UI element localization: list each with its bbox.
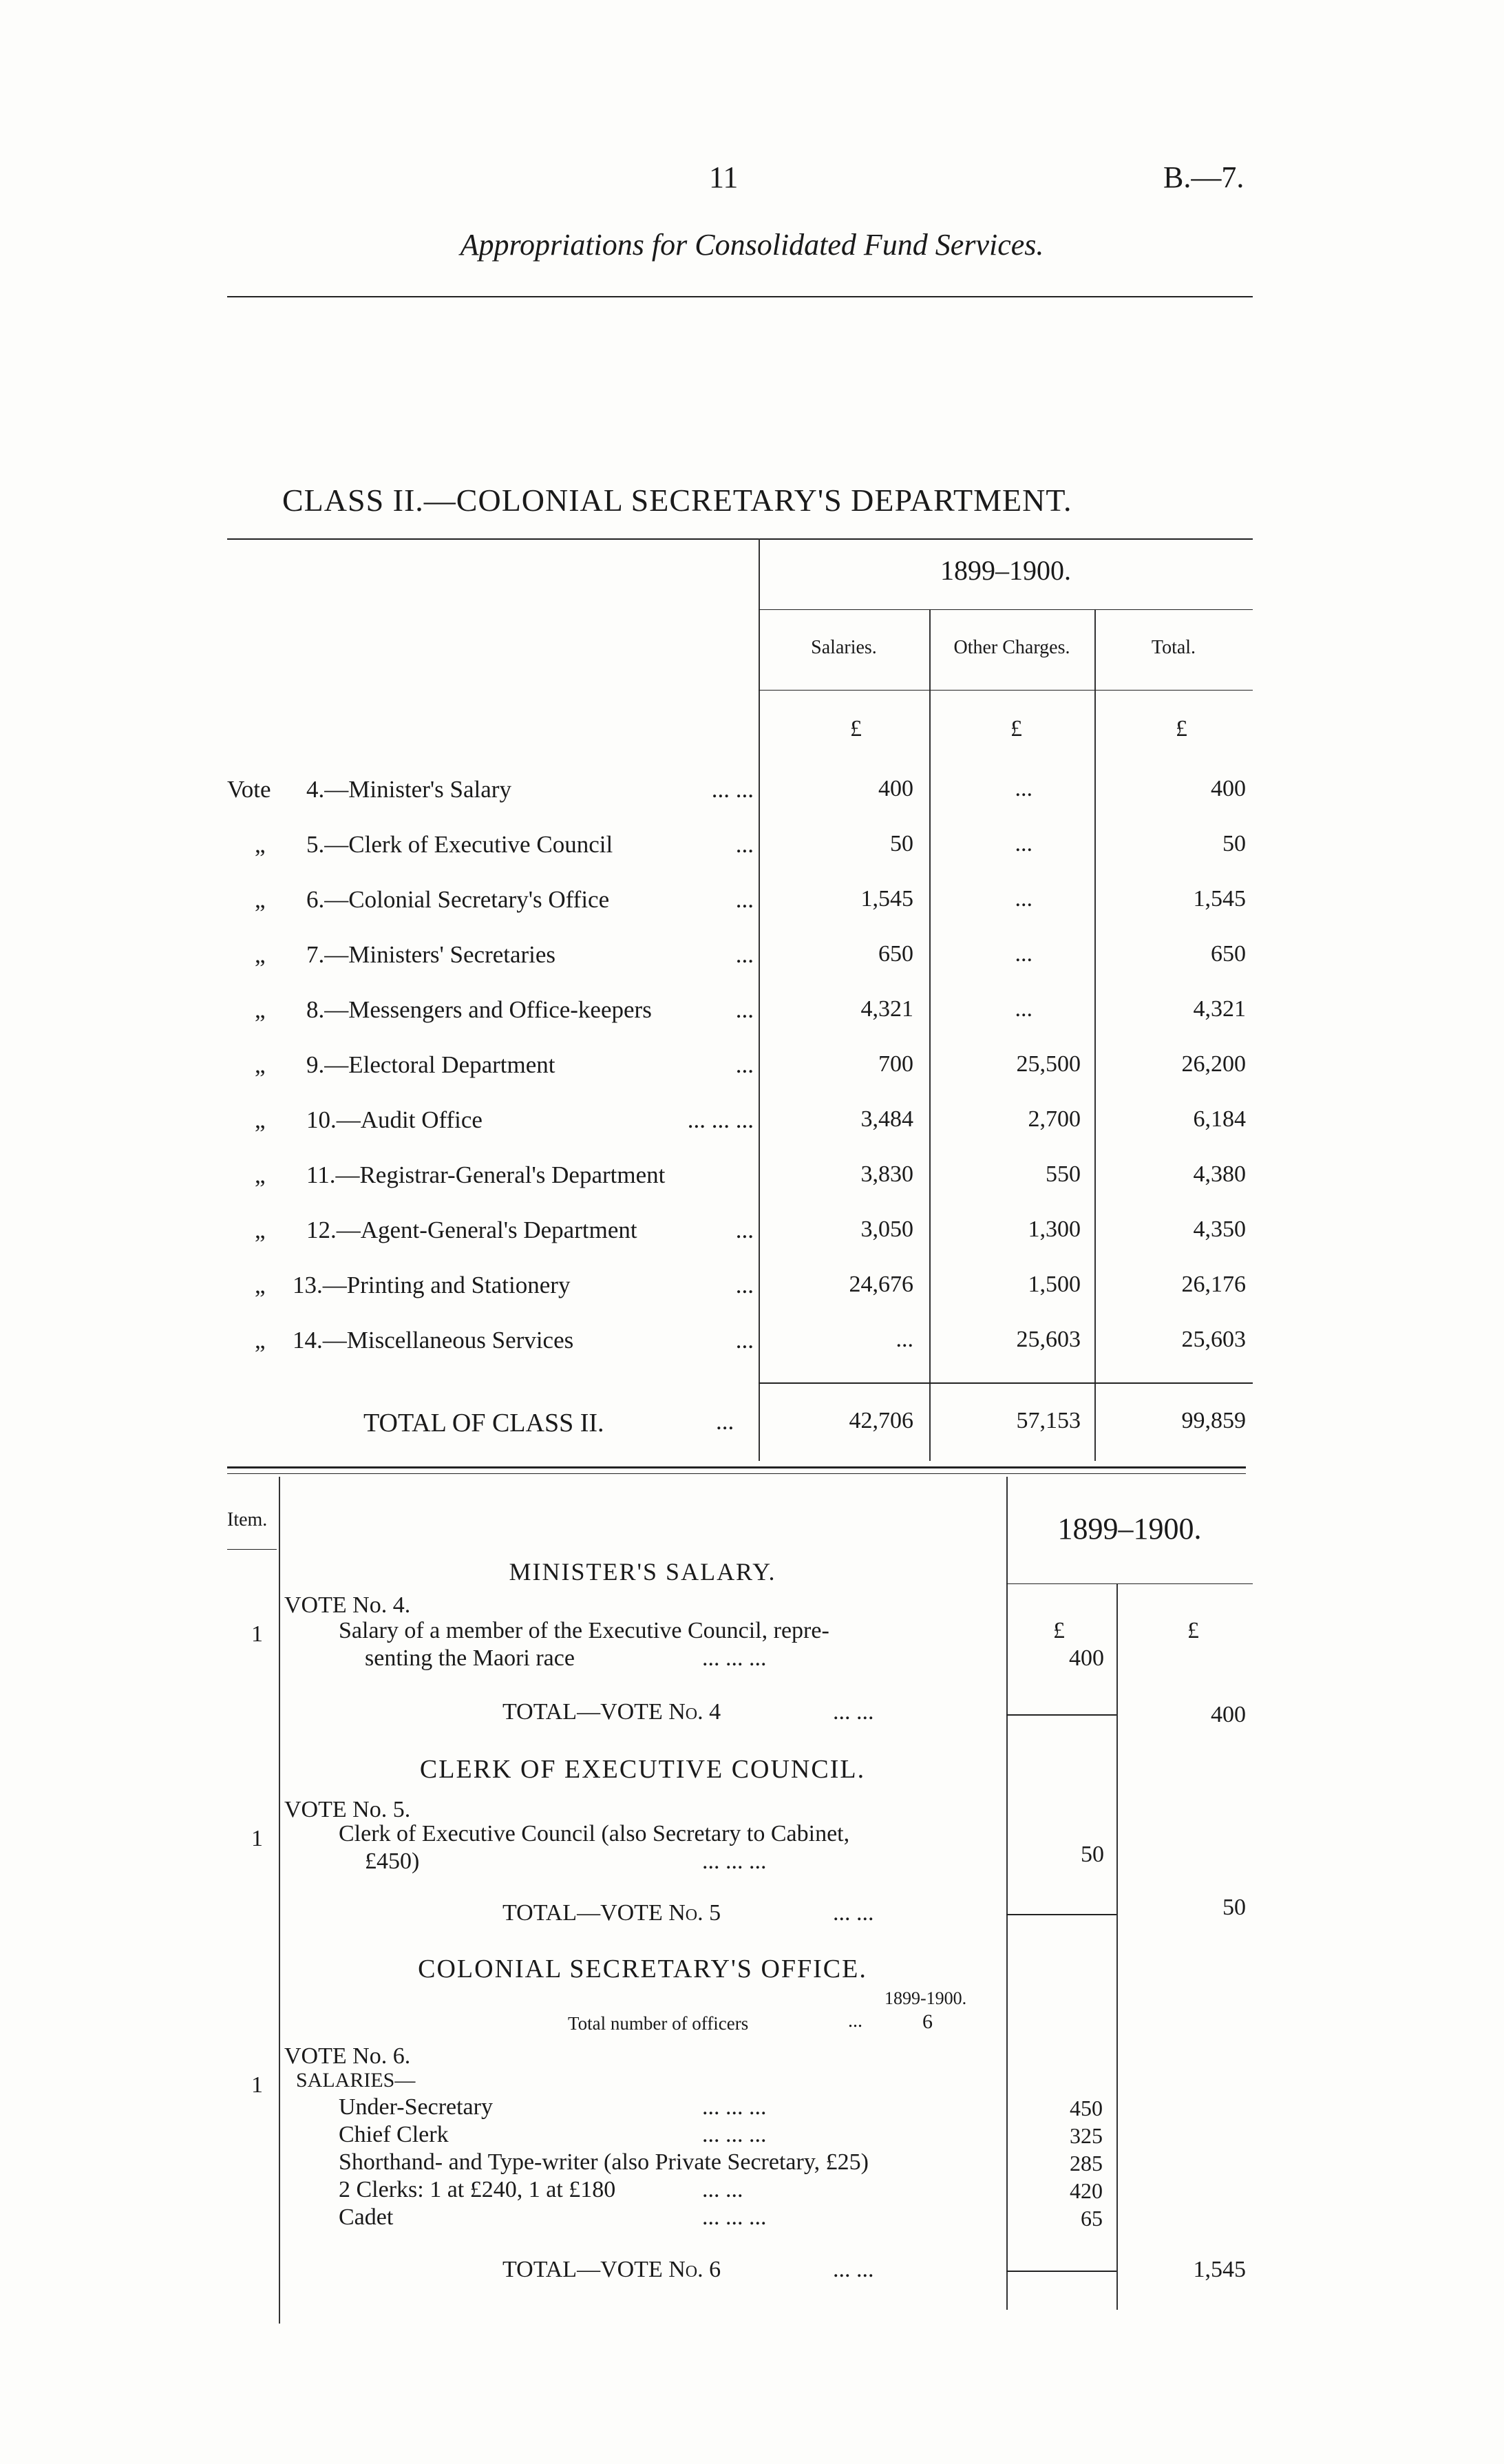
- currency-other: £: [1010, 716, 1022, 741]
- total-salaries: 42,706: [849, 1408, 913, 1433]
- summary-row-total: 400: [1211, 776, 1246, 801]
- summary-row-prefix: „: [255, 941, 266, 968]
- vote-6-total-dots: ... ...: [833, 2257, 874, 2282]
- currency-total: £: [1176, 716, 1187, 741]
- salary-entry-dots: ... ... ...: [702, 2122, 767, 2147]
- salary-entry-label: Chief Clerk: [339, 2122, 449, 2147]
- salary-entry-dots: ... ... ...: [702, 2094, 767, 2120]
- summary-year-heading: 1899–1900.: [940, 555, 1071, 586]
- summary-row-dots: ...: [735, 886, 754, 913]
- summary-row-salaries: 650: [878, 941, 913, 967]
- summary-row-other: 2,700: [1028, 1106, 1081, 1132]
- vote-4-total: 400: [1211, 1702, 1246, 1727]
- summary-row-salaries: 50: [890, 831, 913, 856]
- summary-row-prefix: Vote: [227, 776, 271, 803]
- minister-item-number: 1: [251, 1621, 263, 1647]
- summary-row-dots: ...: [735, 941, 754, 968]
- vote-5-total-label: TOTAL—VOTE No. 5: [502, 1900, 721, 1926]
- amount-divider-mid: [1116, 1583, 1118, 2310]
- summary-row-salaries: 24,676: [849, 1272, 913, 1297]
- summary-row-total: 25,603: [1181, 1327, 1246, 1352]
- summary-row-label: 6.—Colonial Secretary's Office: [306, 886, 610, 913]
- summary-row-total: 50: [1222, 831, 1246, 856]
- summary-row-total: 26,200: [1181, 1051, 1246, 1077]
- summary-row-total: 650: [1211, 941, 1246, 967]
- summary-row-other: ...: [1015, 941, 1032, 967]
- salary-entry-amount: 450: [1070, 2096, 1103, 2120]
- summary-row-other: ...: [1015, 886, 1032, 912]
- summary-row-label: 14.—Miscellaneous Services: [293, 1327, 574, 1354]
- summary-bottom-rule: [227, 1466, 1246, 1468]
- vote-5-total: 50: [1222, 1895, 1246, 1920]
- minister-currency-left: £: [1053, 1618, 1065, 1643]
- col-header-total: Total.: [1151, 637, 1196, 658]
- total-other-charges: 57,153: [1016, 1408, 1081, 1433]
- summary-total-dots: ...: [716, 1408, 734, 1435]
- summary-row-prefix: „: [255, 886, 266, 913]
- summary-row-label: 5.—Clerk of Executive Council: [306, 831, 613, 858]
- salary-entry-label: 2 Clerks: 1 at £240, 1 at £180: [339, 2177, 616, 2202]
- summary-row-label: 11.—Registrar-General's Department: [306, 1161, 666, 1188]
- minister-currency-right: £: [1187, 1618, 1199, 1643]
- minister-desc-line2: senting the Maori race: [365, 1645, 575, 1671]
- item-header-rule: [227, 1549, 277, 1550]
- summary-row-label: 9.—Electoral Department: [306, 1051, 555, 1078]
- col-header-salaries: Salaries.: [811, 637, 877, 658]
- vote-4-label: VOTE No. 4.: [284, 1592, 411, 1618]
- salary-entry-amount: 325: [1070, 2123, 1103, 2148]
- details-year-heading: 1899–1900.: [1057, 1512, 1202, 1546]
- summary-row-prefix: „: [255, 1217, 266, 1243]
- year-underline: [759, 609, 1253, 610]
- summary-row-total: 1,545: [1193, 886, 1246, 912]
- clerk-amount: 50: [1081, 1842, 1104, 1867]
- summary-row-total: 26,176: [1181, 1272, 1246, 1297]
- vote-5-total-dots: ... ...: [833, 1900, 874, 1926]
- summary-row-dots: ...: [735, 1217, 754, 1243]
- summary-row-label: 7.—Ministers' Secretaries: [306, 941, 556, 968]
- salary-entry-amount: 420: [1070, 2178, 1103, 2203]
- summary-row-label: 8.—Messengers and Office-keepers: [306, 996, 652, 1023]
- salary-entry-label: Under-Secretary: [339, 2094, 493, 2120]
- summary-row-dots: ...: [735, 1272, 754, 1298]
- currency-salaries: £: [850, 716, 862, 741]
- summary-row-salaries: 400: [878, 776, 913, 801]
- summary-row-other: 1,500: [1028, 1272, 1081, 1297]
- colonial-heading: COLONIAL SECRETARY'S OFFICE.: [418, 1955, 867, 1983]
- summary-total-label: TOTAL OF CLASS II.: [363, 1409, 604, 1438]
- summary-row-salaries: 700: [878, 1051, 913, 1077]
- summary-row-label: 4.—Minister's Salary: [306, 776, 511, 803]
- summary-row-prefix: „: [255, 1051, 266, 1078]
- salary-entry-dots: ... ... ...: [702, 2204, 767, 2230]
- clerk-desc-line1: Clerk of Executive Council (also Secretary to Cabinet,: [339, 1821, 850, 1846]
- summary-row-salaries: 1,545: [860, 886, 913, 912]
- summary-row-other: ...: [1015, 996, 1032, 1022]
- colonial-year-small: 1899-1900.: [885, 1988, 967, 2008]
- header-rule: [227, 296, 1253, 297]
- salary-entry-label: Shorthand- and Type-writer (also Private Secretary, £25): [339, 2149, 869, 2175]
- summary-bottom-rule-2: [227, 1473, 1246, 1474]
- summary-row-dots: ...: [735, 831, 754, 858]
- summary-top-rule: [227, 538, 1253, 540]
- officers-label: Total number of officers: [568, 2013, 749, 2034]
- summary-row-salaries: 3,050: [860, 1217, 913, 1242]
- officers-count: 6: [922, 2010, 933, 2033]
- colonial-item-number: 1: [251, 2072, 263, 2098]
- item-divider: [279, 1477, 280, 2324]
- vote-4-total-dots: ... ...: [833, 1699, 874, 1725]
- salary-entry-dots: ... ...: [702, 2177, 743, 2202]
- vote-5-total-rule: [1006, 1914, 1116, 1915]
- salary-entry-amount: 65: [1081, 2206, 1103, 2231]
- summary-row-total: 6,184: [1193, 1106, 1246, 1132]
- vote-4-total-label: TOTAL—VOTE No. 4: [502, 1699, 721, 1725]
- clerk-heading: CLERK OF EXECUTIVE COUNCIL.: [419, 1755, 866, 1784]
- page-number: 11: [709, 160, 739, 194]
- summary-row-other: ...: [1015, 831, 1032, 856]
- minister-amount: 400: [1069, 1645, 1104, 1671]
- clerk-dots: ... ... ...: [702, 1849, 767, 1874]
- summary-row-label: 13.—Printing and Stationery: [293, 1272, 571, 1298]
- item-column-header: Item.: [227, 1509, 268, 1530]
- summary-row-other: 550: [1046, 1161, 1081, 1187]
- summary-row-dots: ... ... ...: [687, 1106, 754, 1133]
- summary-title: CLASS II.—COLONIAL SECRETARY'S DEPARTMENT.: [282, 483, 1072, 518]
- summary-row-other: 25,603: [1016, 1327, 1081, 1352]
- col-header-other-charges: Other Charges.: [953, 637, 1070, 658]
- minister-heading: MINISTER'S SALARY.: [509, 1558, 776, 1586]
- summary-row-salaries: 3,830: [860, 1161, 913, 1187]
- vote-6-total-label: TOTAL—VOTE No. 6: [502, 2257, 721, 2282]
- summary-row-salaries: ...: [896, 1327, 913, 1352]
- document-reference: B.—7.: [1163, 160, 1244, 194]
- summary-row-prefix: „: [255, 1272, 266, 1298]
- officers-dots: ...: [848, 2010, 862, 2032]
- minister-dots: ... ... ...: [702, 1645, 767, 1671]
- clerk-item-number: 1: [251, 1826, 263, 1851]
- summary-row-total: 4,321: [1193, 996, 1246, 1022]
- vote-4-total-rule: [1006, 1714, 1116, 1716]
- salary-entry-amount: 285: [1070, 2151, 1103, 2176]
- clerk-desc-line2: £450): [365, 1849, 420, 1874]
- summary-row-prefix: „: [255, 1161, 266, 1188]
- summary-row-other: 25,500: [1016, 1051, 1081, 1077]
- summary-row-prefix: „: [255, 1327, 266, 1354]
- summary-row-salaries: 3,484: [860, 1106, 913, 1132]
- summary-row-other: 1,300: [1028, 1217, 1081, 1242]
- total-total: 99,859: [1181, 1408, 1246, 1433]
- salary-entry-label: Cadet: [339, 2204, 394, 2230]
- vote-6-total-rule: [1006, 2271, 1116, 2272]
- summary-row-total: 4,380: [1193, 1161, 1246, 1187]
- summary-row-dots: ...: [735, 1327, 754, 1354]
- vote-5-label: VOTE No. 5.: [284, 1797, 411, 1822]
- summary-row-dots: ... ...: [711, 776, 754, 803]
- summary-row-prefix: „: [255, 831, 266, 858]
- summary-row-prefix: „: [255, 996, 266, 1023]
- salaries-label: SALARIES—: [296, 2069, 416, 2092]
- details-year-rule: [1006, 1583, 1253, 1584]
- summary-row-dots: ...: [735, 996, 754, 1023]
- summary-row-total: 4,350: [1193, 1217, 1246, 1242]
- vote-6-label: VOTE No. 6.: [284, 2043, 411, 2069]
- summary-row-salaries: 4,321: [860, 996, 913, 1022]
- summary-row-prefix: „: [255, 1106, 266, 1133]
- summary-row-label: 10.—Audit Office: [306, 1106, 483, 1133]
- vote-6-total: 1,545: [1193, 2257, 1246, 2282]
- summary-total-rule: [759, 1382, 1253, 1384]
- summary-row-dots: ...: [735, 1051, 754, 1078]
- col-header-underline: [759, 690, 1253, 691]
- summary-row-other: ...: [1015, 776, 1032, 801]
- summary-row-label: 12.—Agent-General's Department: [306, 1217, 637, 1243]
- minister-desc-line1: Salary of a member of the Executive Council, repre-: [339, 1618, 829, 1643]
- page-subtitle: Appropriations for Consolidated Fund Services.: [460, 228, 1044, 262]
